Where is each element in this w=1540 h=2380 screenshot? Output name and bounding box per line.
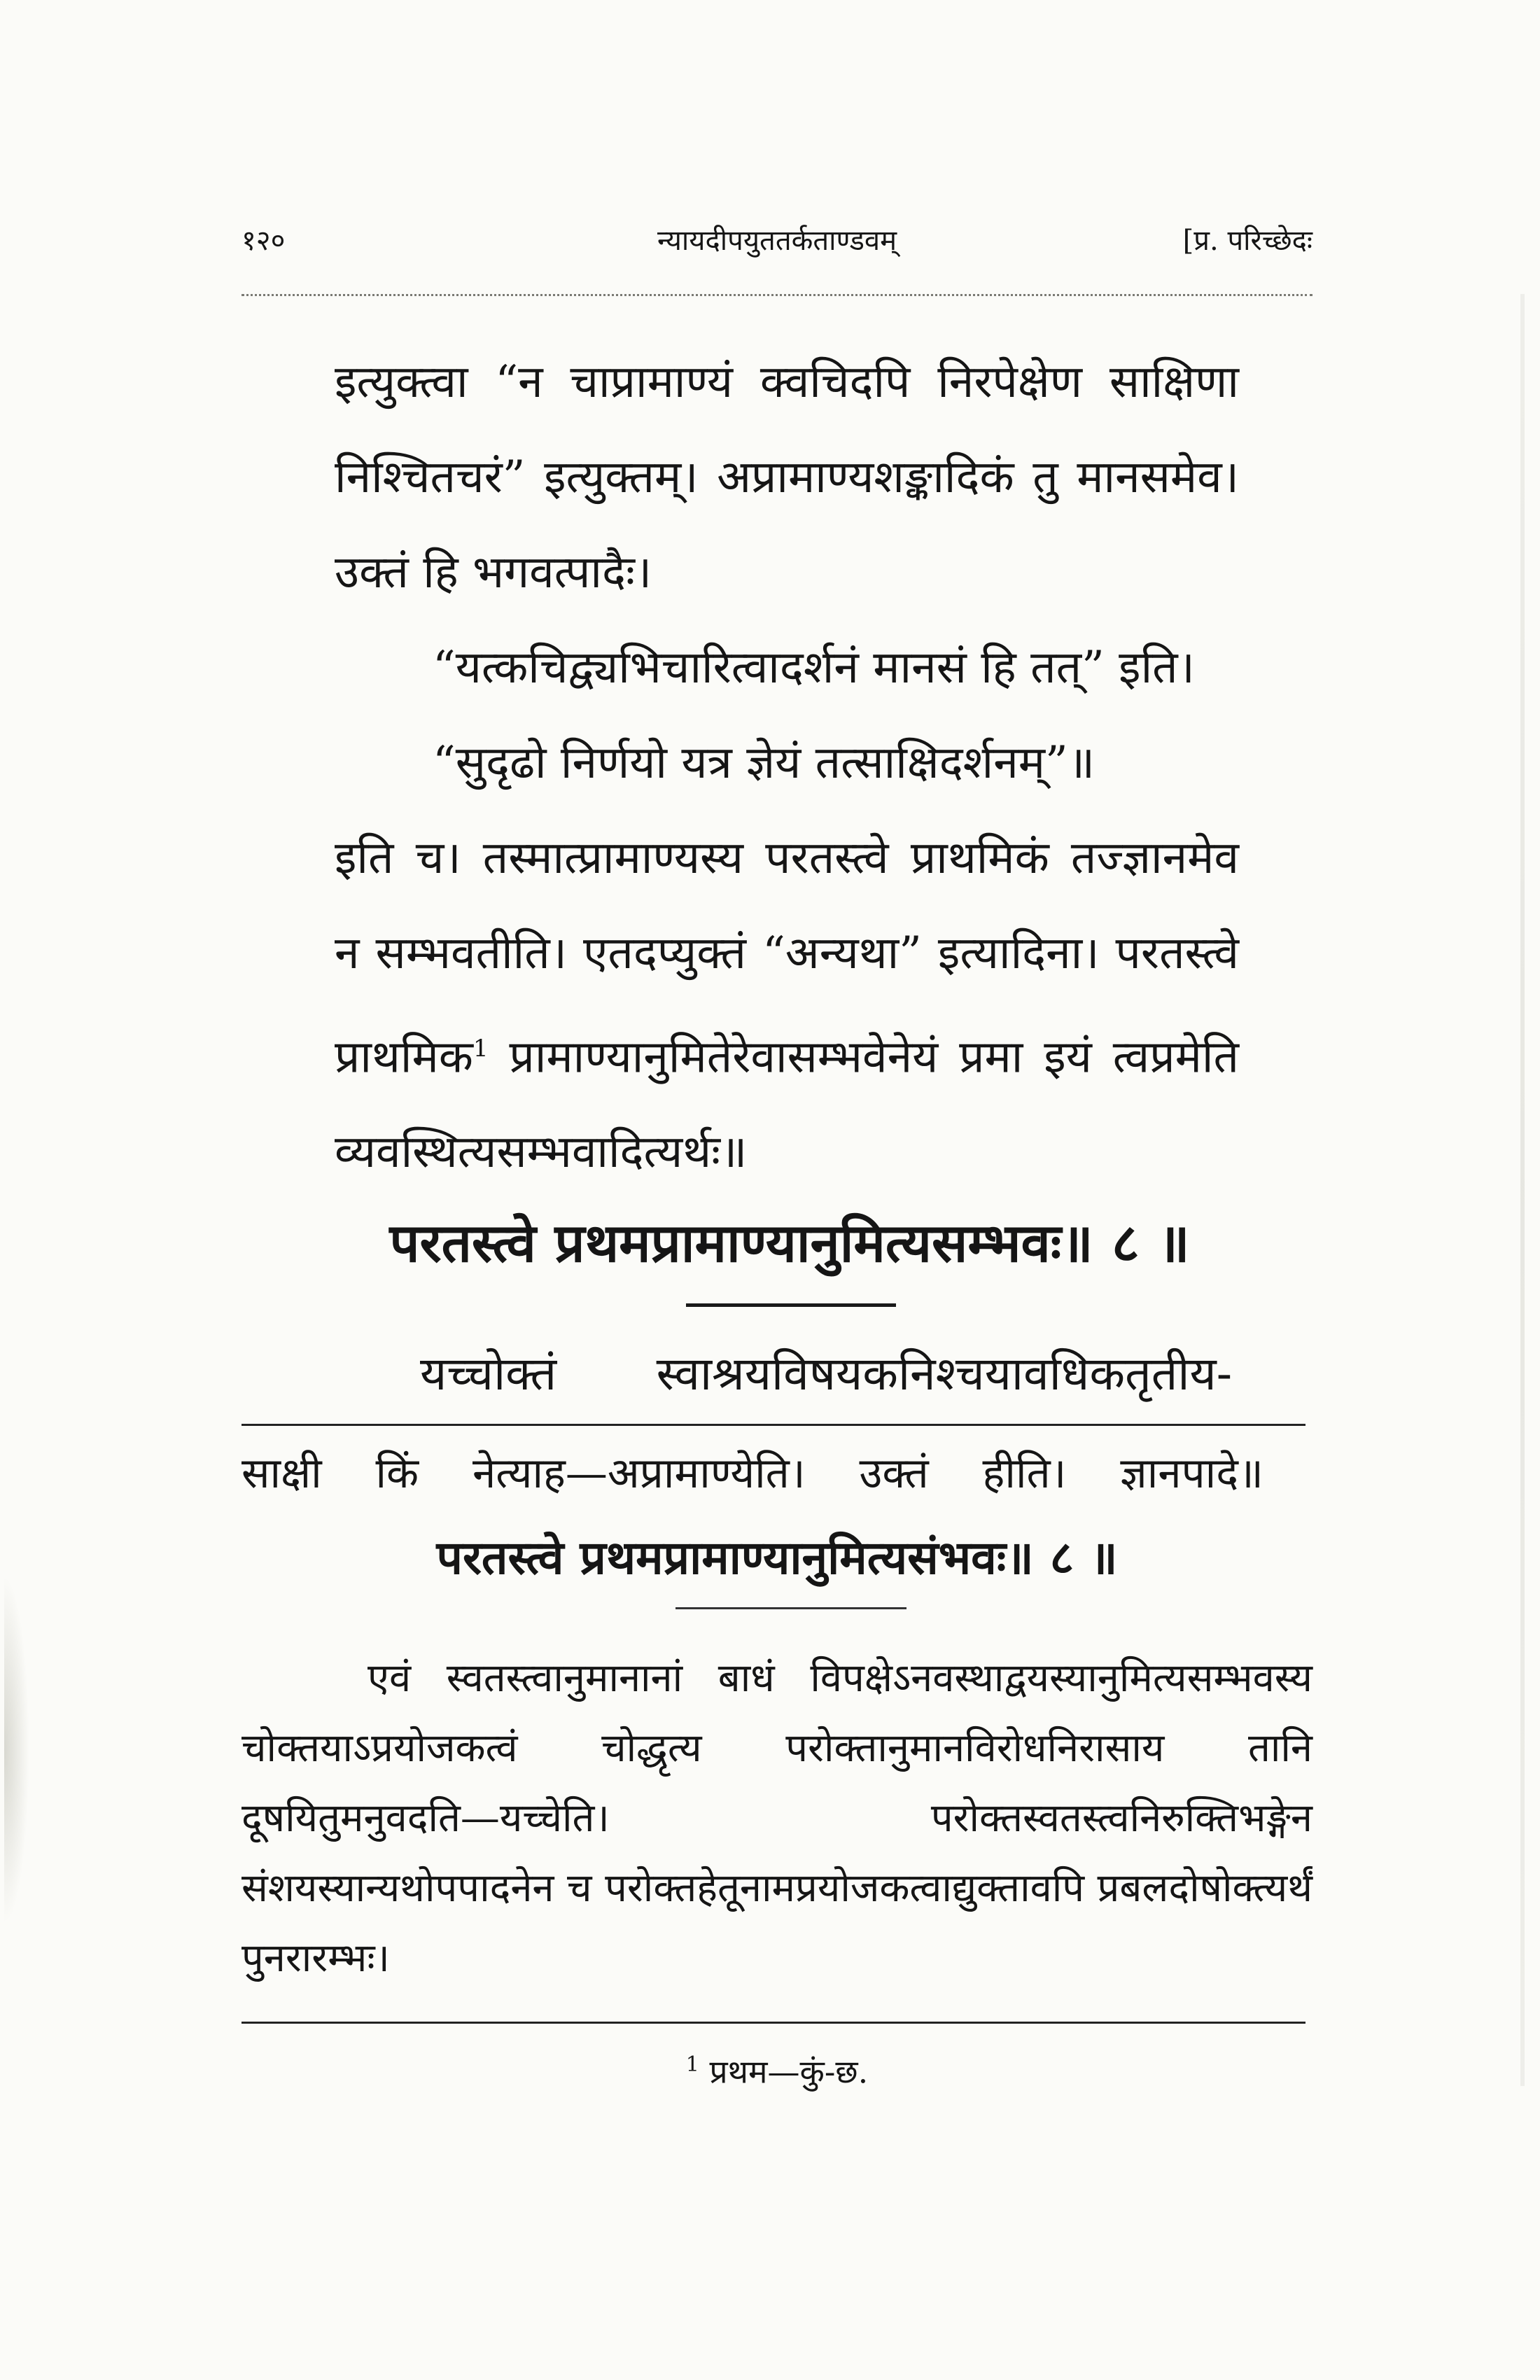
sub-verse-heading: परतस्त्वे प्रथमप्रामाण्यानुमित्यसंभवः॥ ८ ॥ — [436, 1530, 1118, 1585]
scan-stain — [4, 1575, 29, 1925]
footnote-text: प्रथम—कुं-छ. — [709, 2052, 869, 2091]
book-title: न्यायदीपयुततर्कताण्डवम् — [657, 225, 897, 257]
main-paragraph-4 — [335, 811, 1239, 1200]
main-paragraph-3: “सुदृढो निर्णयो यत्र ज्ञेयं तत्साक्षिदर्शनम्”॥ — [433, 737, 1096, 789]
footnote-rule — [241, 2022, 1306, 2024]
sub-commentary: साक्षी किं नेत्याह—अप्रामाण्येति। उक्तं हीति। ज्ञानपादे॥ — [241, 1449, 1264, 1498]
gloss-text — [241, 1644, 1312, 1994]
gloss-paragraph: एवं स्वतस्त्वानुमानानां बाधं विपक्षेऽनवस्थाद्वयस्यानुमित्यसम्भवस्य चोक्तयाऽप्रयोजकत्वं चोद्धृत्य परोक्तानुमानविरोधनिरासाय तानि दूषयितुमनुवदति—यच्चेति। परोक्तस्वतस्त्वनिरुक्तिभङ्गेन संशयस्यान्यथोपपादनेन च परोक्तहेतूनामप्रयोजकत्वाद्युक्तावपि प्रबलदोषोक्त्यर्थं पुनरारम्भः। — [241, 1656, 1312, 1981]
header-rule — [241, 294, 1312, 296]
running-header — [241, 216, 1312, 265]
sub-verse-rule — [676, 1607, 906, 1609]
scan-edge — [1520, 294, 1525, 2086]
verse-rule — [686, 1303, 896, 1307]
commentary-rule — [241, 1424, 1306, 1426]
footnote — [241, 2037, 1312, 2099]
page-number: १२० — [241, 225, 286, 257]
verse-heading: परतस्त्वे प्रथमप्रामाण्यानुमित्यसम्भवः॥ ८ ॥ — [389, 1212, 1190, 1274]
main-text — [335, 335, 1239, 1200]
section-label: [प्र. परिच्छेदः — [1182, 225, 1312, 257]
main-paragraph-4-text: इति च। तस्मात्प्रामाण्यस्य परतस्त्वे प्राथमिकं तज्ज्ञानमेव न सम्भवतीति। एतदप्युक्तं “अन्यथा” इत्यादिना। परतस्त्वे प्राथमिक — [335, 832, 1239, 1084]
main-paragraph-4-continued: प्रामाण्यानुमितेरेवासम्भवेनेयं प्रमा इयं त्वप्रमेति व्यवस्थित्यसम्भवादित्यर्थः॥ — [335, 1031, 1239, 1179]
footnote-marker: 1 — [472, 1035, 489, 1063]
main-paragraph-1: इत्युक्त्वा “न चाप्रामाण्यं क्वचिदपि निरपेक्षेण साक्षिणा निश्चितचरं” इत्युक्तम्। अप्रामाण्यशङ्कादिकं तु मानसमेव। उक्तं हि भगवत्पादैः। — [335, 356, 1239, 598]
footnote-number: 1 — [685, 2052, 699, 2077]
commentary-line: यच्चोक्तं स्वाश्रयविषयकनिश्चयावधिकतृतीय- — [420, 1347, 1232, 1401]
main-paragraph-2: “यत्कचिद्व्यभिचारित्वादर्शनं मानसं हि तत्” इति। — [433, 642, 1195, 694]
